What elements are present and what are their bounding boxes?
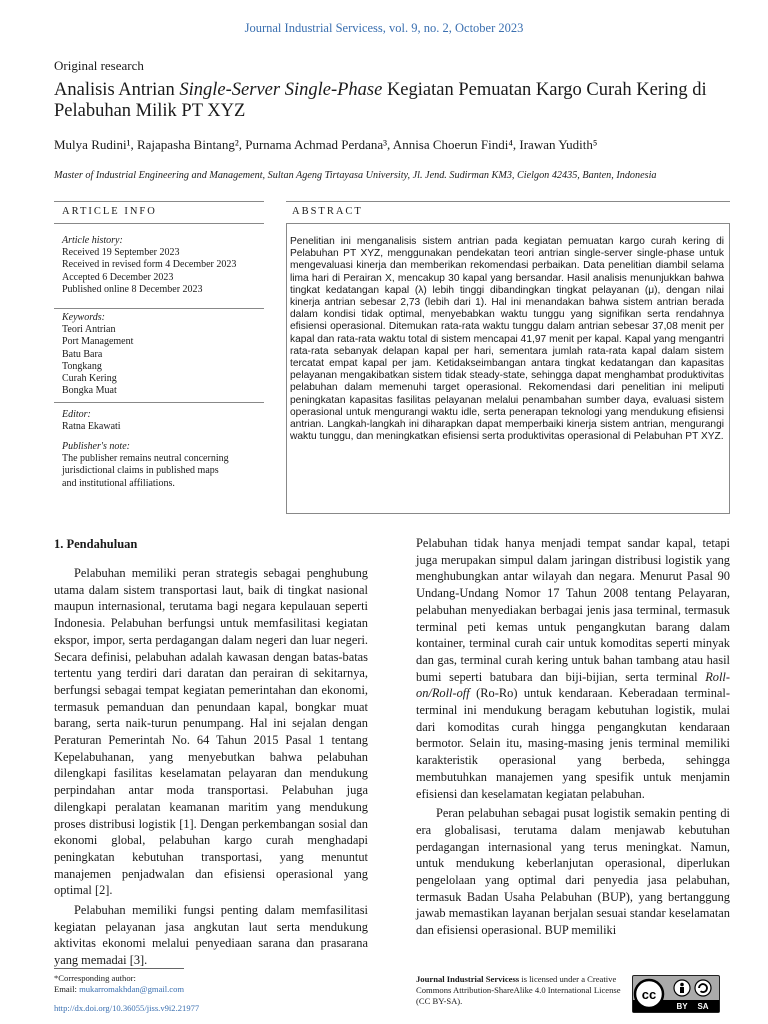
article-info-heading: ARTICLE INFO — [62, 206, 157, 217]
history-published: Published online 8 December 2023 — [62, 283, 203, 295]
email-line — [54, 984, 184, 995]
divider — [286, 201, 730, 202]
publisher-note-block — [62, 441, 262, 490]
abstract-text: Penelitian ini menganalisis sistem antrian pada kegiatan pemuatan kargo curah kering di Pelabuhan PT XYZ, menggunakan pendekatan teori antrian single-server single-phase untuk mengevaluasi kinerja dan memberikan rekomendasi perbaikan. Data penelitian diambil selama lima hari di Perairan X, mencakup 30 kapal yang bersandar. Hasil analisis menunjukkan bahwa tingkat kedatangan kapal (λ) lebih tinggi dibandingkan tingkat pelayanan (μ), dengan nilai kinerja antrian sebesar 2,73 (lebih dari 1). Hal ini menandakan bahwa sistem antrian berada dalam kondisi tidak optimal, menyebabkan waktu tunggu yang signifikan serta rendahnya efisiensi operasional. Ditemukan rata-rata waktu tunggu dalam antrian sebesar 37,08 menit per kapal dan rata-rata waktu total di sistem mencapai 41,97 menit per kapal. Kapal yang mengantri rata-rata sebanyak delapan kapal per hari, sementara jumlah rata-rata kapal dalam sistem tercatat empat kapal per jam. Ketidakseimbangan antara tingkat kedatangan dan kapasitas pelayanan mengakibatkan sistem tidak steady-state, sehingga dapat menghambat produktivitas pelabuhan dalam memenuhi target operasional. Rekomendasi dari penelitian ini meliputi peningkatan kapasitas fasilitas pelayanan melalui penambahan sumber daya, evaluasi sistem operasional untuk mengurangi waktu idle, serta penerapan teknologi yang mendukung efisiensi antrian. Langkah-langkah ini diharapkan dapat memperbaiki kinerja sistem antrian, mengurangi waktu tunggu, dan meningkatkan efisiensi serta produktivitas operasional di Pelabuhan PT XYZ. — [290, 236, 724, 443]
by-label: BY — [676, 1002, 688, 1011]
divider — [286, 513, 730, 514]
doi-link[interactable]: http://dx.doi.org/10.36055/jiss.v9i2.21977 — [54, 1003, 200, 1013]
corresponding-label: *Corresponding author: — [54, 973, 136, 983]
footnote-divider — [54, 968, 184, 969]
divider — [54, 201, 264, 202]
paragraph: Peran pelabuhan sebagai pusat logistik semakin penting di era globalisasi, terutama dalam menjawab kebutuhan perdagangan internasional yang terus meningkat. Namun, untuk mendukung keberlanjutan operasional, diperlukan pengelolaan yang optimal dari penyedia jasa pelabuhan, termasuk Badan Usaha Pelabuhan (BUP), yang bertanggung jawab memastikan layanan berjalan sesuai standar keselamatan dan efisiensi operasional. BUP memiliki — [416, 806, 730, 938]
publisher-note-line: jurisdictional claims in published maps — [62, 465, 219, 477]
title-part1: Analisis Antrian — [54, 80, 180, 100]
divider — [286, 223, 730, 224]
paragraph: Pelabuhan memiliki peran strategis sebagai penghubung utama dalam sistem transportasi laut, baik di tingkat nasional maupun internasional, terutama bagi negara kepulauan seperti Indonesia. Pelabuhan berfungsi untuk memfasilitasi kegiatan ekspor, impor, serta perdagangan dalam negeri dan luar negeri. Secara definisi, pelabuhan adalah kawasan dengan batas-batas tertentu yang terdiri dari daratan dan perairan di sekitarnya, berfungsi sebagai tempat kegiatan pemerintahan dan ekonomi, termasuk pemanduan dan penundaan kapal, bongkar muat barang, serta naik-turun penumpang. Hal ini sejalan dengan Peraturan Pemerintah No. 64 Tahun 2015 Pasal 1 tentang Kepelabuhanan, yang menyebutkan bahwa pelabuhan dilengkapi fasilitas keselamatan pelayaran dan mendukung perpindahan antar moda transportasi. Pelabuhan juga dilengkapi peralatan keamanan maritim yang mendukung proses distribusi logistik [1]. Dengan perkembangan sosial dan ekonomi global, pelabuhan kargo curah menghadapi peningkatan kebutuhan transportasi, yang menuntut manajemen penjadwalan dan efisiensi operasional yang optimal [2]. — [54, 566, 368, 898]
keyword: Bongka Muat — [62, 385, 117, 397]
publisher-note-line: and institutional affiliations. — [62, 477, 175, 489]
journal-header[interactable]: Journal Industrial Servicess, vol. 9, no. 2, October 2023 — [244, 21, 524, 35]
license-text — [416, 974, 628, 1006]
history-accepted: Accepted 6 December 2023 — [62, 271, 174, 283]
license-journal-name: Journal Industrial Servicess — [416, 974, 520, 984]
text-italic: Roll-on/Roll-off — [416, 669, 730, 701]
license-body: is licensed under a Creative Commons Attribution-ShareAlike 4.0 International License (CC BY-SA). — [416, 974, 621, 1006]
history-revised: Received in revised form 4 December 2023 — [62, 259, 237, 271]
article-history — [62, 235, 262, 296]
abstract-box-left — [286, 224, 287, 513]
email-label: Email: — [54, 983, 80, 994]
editor-name: Ratna Ekawati — [62, 421, 121, 433]
abstract-box-right — [729, 224, 730, 513]
keyword: Teori Antrian — [62, 324, 116, 336]
email-link[interactable]: mukarromakhdan@gmail.com — [79, 983, 185, 994]
title-part2: Kegiatan Pemuatan Kargo Curah Kering di Pelabuhan Milik PT XYZ — [54, 80, 707, 121]
paragraph: Pelabuhan memiliki fungsi penting dalam memfasilitasi kegiatan pelayanan jasa angkutan laut serta mendukung aktivitas ekonomi melalui penyediaan sarana dan prasarana yang memadai [3]. — [54, 903, 368, 968]
text-run: Pelabuhan tidak hanya menjadi tempat sandar kapal, tetapi juga merupakan simpul dalam jaringan distribusi logistik yang menghubungkan antar wilayah dan negara. Menurut Pasal 90 Undang-Undang Nomor 17 Tahun 2008 tentang Pelayaran, pelabuhan menyediakan berbagai jenis jasa terminal, termasuk terminal peti kemas untuk pengangkutan barang dalam kontainer, terminal curah cair untuk komoditas seperti minyak dan gas, terminal curah kering untuk bahan tambang atau hasil bumi seperti batubara dan biji-bijian, serta terminal — [416, 536, 730, 684]
keyword: Port Management — [62, 336, 134, 348]
keyword: Tongkang — [62, 360, 102, 372]
divider — [54, 402, 264, 403]
title-italic: Single-Server Single-Phase — [179, 80, 383, 100]
sa-recycle-icon — [695, 980, 711, 996]
keyword: Curah Kering — [62, 373, 117, 385]
keywords-label: Keywords: — [62, 312, 105, 323]
sa-label: SA — [697, 1002, 709, 1011]
left-column — [54, 565, 368, 969]
editor-block — [62, 409, 262, 433]
publisher-note-line: The publisher remains neutral concerning — [62, 453, 229, 465]
cc-icon: cc — [641, 987, 657, 1002]
editor-label: Editor: — [62, 409, 91, 420]
footnote — [54, 973, 184, 994]
paper-title — [54, 80, 744, 122]
keyword: Batu Bara — [62, 348, 103, 360]
abstract-heading: ABSTRACT — [292, 206, 363, 217]
cc-badge-graphic — [633, 976, 719, 1012]
paragraph — [416, 535, 730, 802]
divider — [54, 308, 264, 309]
article-type: Original research — [54, 58, 144, 73]
cc-by-sa-badge[interactable] — [632, 975, 720, 1013]
keywords-block — [62, 312, 262, 397]
history-label: Article history: — [62, 235, 123, 246]
author-list: Mulya Rudini¹, Rajapasha Bintang², Purnama Achmad Perdana³, Annisa Choerun Findi⁴, Irawan Yudith⁵ — [54, 137, 598, 152]
section-heading: 1. Pendahuluan — [54, 537, 138, 551]
text-run: (Ro-Ro) untuk kendaraan. Keberadaan terminal-terminal ini mendukung beragam kebutuhan logistik, mulai dari komoditas curah hingga pengangkutan kendaraan bermotor. Selain itu, masing-masing jenis terminal memiliki karakteristik operasional yang berbeda, sehingga membutuhkan manajemen yang spesifik untuk menjamin efisiensi dan keselamatan kegiatan pelabuhan. — [416, 686, 730, 801]
affiliation: Master of Industrial Engineering and Management, Sultan Ageng Tirtayasa University, Jl. Jend. Sudirman KM3, Cielgon 42435, Banten, Indonesia — [54, 170, 657, 181]
publisher-label: Publisher's note: — [62, 441, 130, 452]
right-column — [416, 535, 730, 939]
history-received: Received 19 September 2023 — [62, 247, 180, 259]
divider — [54, 223, 264, 224]
